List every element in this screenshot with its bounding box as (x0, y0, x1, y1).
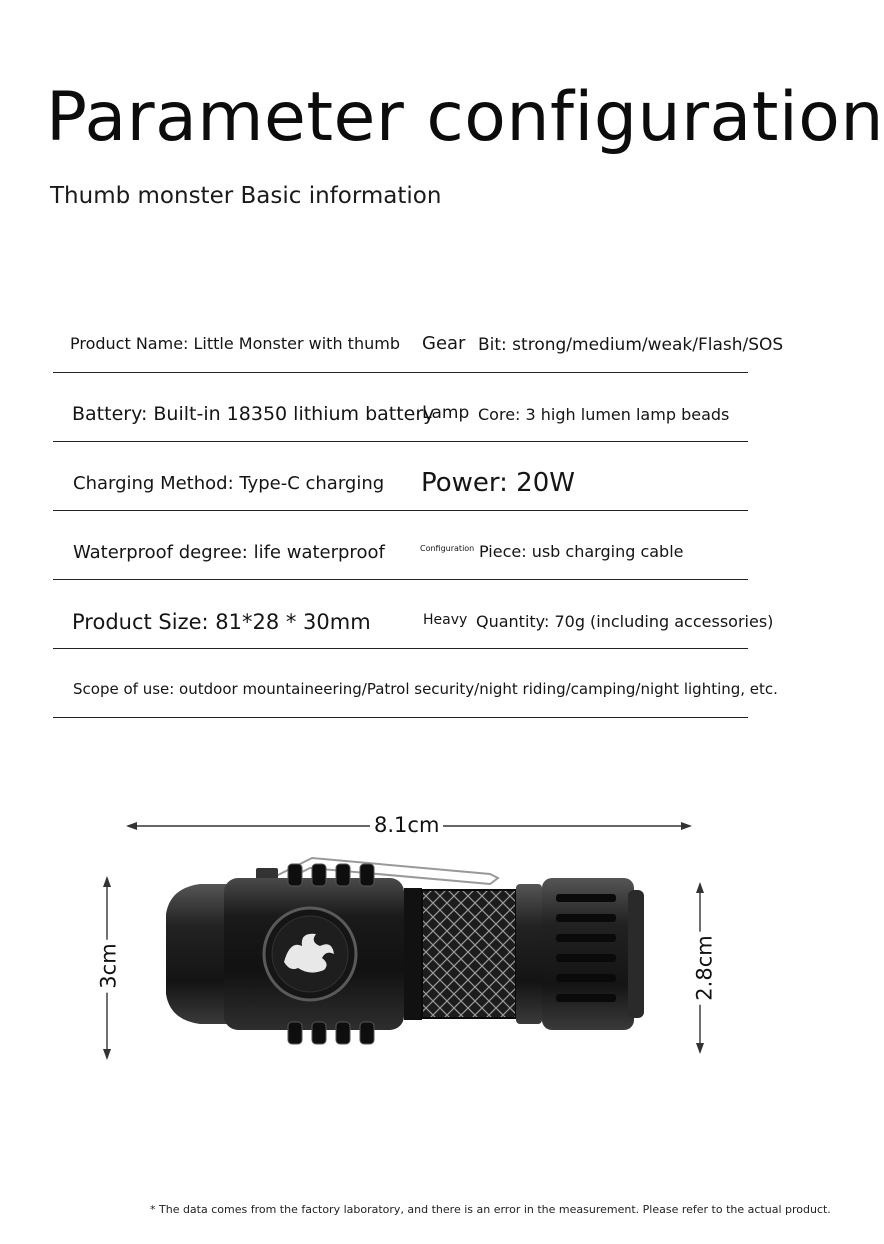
row-divider (53, 579, 748, 580)
row-divider (53, 510, 748, 511)
spec-value-weight: Quantity: 70g (including accessories) (476, 612, 774, 631)
spec-value-gear: Bit: strong/medium/weak/Flash/SOS (478, 335, 784, 355)
row-divider (53, 441, 748, 442)
row-divider (53, 717, 748, 718)
page-title: Parameter configuration (46, 78, 884, 157)
height-left-label: 3cm (97, 939, 121, 992)
row-divider (53, 648, 748, 649)
spec-row-product-name: Product Name: Little Monster with thumb (70, 334, 400, 353)
spec-row-charging: Charging Method: Type-C charging (73, 473, 385, 494)
spec-key-configuration: Configuration (420, 544, 475, 553)
spec-key-lamp: Lamp (422, 403, 470, 423)
height-right-label: 2.8cm (693, 931, 717, 1004)
spec-row-waterproof: Waterproof degree: life waterproof (73, 542, 385, 563)
page-subtitle: Thumb monster Basic information (50, 183, 442, 209)
spec-key-heavy: Heavy (423, 612, 468, 628)
spec-row-size: Product Size: 81*28 * 30mm (72, 610, 371, 634)
length-label: 8.1cm (370, 813, 443, 837)
spec-value-power: Power: 20W (421, 468, 575, 498)
row-divider (53, 372, 748, 373)
spec-row-scope: Scope of use: outdoor mountaineering/Patrol security/night riding/camping/night lighting, etc. (73, 680, 778, 698)
spec-value-lamp: Core: 3 high lumen lamp beads (478, 405, 730, 424)
spec-value-configuration: Piece: usb charging cable (479, 542, 684, 561)
footnote: * The data comes from the factory laboratory, and there is an error in the measurement. Please refer to the actual product. (150, 1203, 831, 1216)
spec-row-battery: Battery: Built-in 18350 lithium battery (72, 403, 435, 425)
spec-key-gear: Gear (422, 333, 466, 354)
flashlight-image (160, 854, 650, 1054)
product-figure (0, 780, 800, 1100)
